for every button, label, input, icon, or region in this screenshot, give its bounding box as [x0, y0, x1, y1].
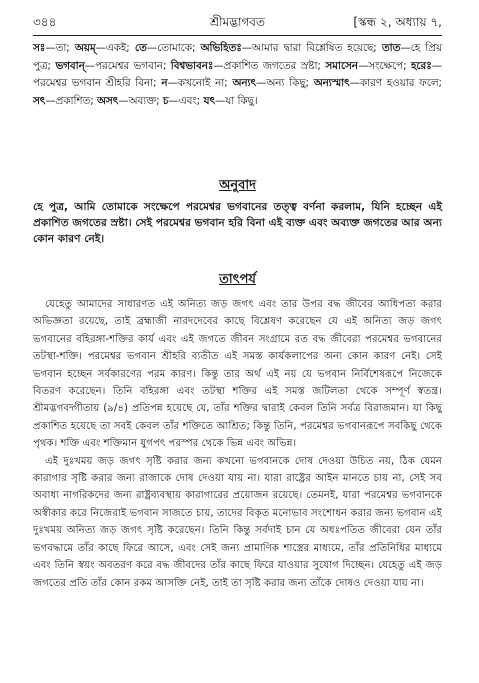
synonym-meaning: একই; — [105, 42, 130, 54]
synonym-meaning: অন্য কিছু; — [266, 77, 309, 89]
synonym-word: ভগবান্ — [55, 59, 85, 72]
synonym-word: অসৎ — [97, 94, 119, 107]
page-number: ৩৪৪ — [33, 15, 57, 29]
synonym-word: সৎ — [33, 94, 46, 107]
header-rule — [33, 35, 442, 36]
synonym-meaning: কখনোই না; — [177, 77, 228, 89]
purport-paragraph: যেহেতু আমাদের সাধারণত এই অনিত্য জড় জগৎ এবং তার উপর বদ্ধ জীবের আধিপত্য করার অভিজ্ঞতা রয়েছে, তাই ব্রহ্মাজী নারদদেবের কাছে বিশ্লেষণ করেছেন যে এই অনিত্য জড় জগৎ ভগবানের বহিরঙ্গা-শক্তির কার্য এবং এই জগতে জীবন সংগ্রামে রত বদ্ধ জীবেরা পরমেশ্বর ভগবানের তটস্থা-শক্তি। পরমেশ্বর ভগবান শ্রীহরি ব্যতীত এই সমস্ত কার্যকলাপের অন্য কোন কারণ নেই। সেই ভগবান হচ্ছেন সর্বকারণের পরম কারণ। কিন্তু তার অর্থ এই নয় যে ভগবান নির্বিশেষরূপে নিজেকে বিতরণ করেছেন। তিনি বহিরঙ্গা এবং তটস্থা শক্তির এই সমস্ত জটিলতা থেকে সম্পূর্ণ স্বতন্ত্র। শ্রীমদ্ভগবদ্গীতায় (৯/৪) প্রতিপন্ন হয়েছে যে, তাঁর শক্তির দ্বারাই কেবল তিনি সর্বত্র বিরাজমান। যা কিছু প্রকাশিত হয়েছে তা সবই কেবল তাঁর শক্তিতে আশ্রিত; কিন্তু তিনি, পরমেশ্বর ভগবানরূপে সবকিছু থেকে পৃথক। শক্তি এবং শক্তিমান যুগপৎ পরস্পর থেকে ভিন্ন এবং অভিন্ন। — [33, 299, 442, 450]
synonym-word: যৎ — [203, 94, 215, 107]
purport-block — [33, 296, 442, 592]
synonym-word: ন — [161, 77, 168, 89]
synonym-meaning: অব্যক্ত; — [128, 94, 160, 107]
synonyms-block: সঃ—তা; অয়ম্—একই; তে—তোমাকে; অভিহিতঃ—আমার দ্বারা বিশ্লেষিত হয়েছে; তাত—হে প্রিয় পুত্র; ভগবান্—পরমেশ্বর ভগবান; বিশ্বভাবনঃ—প্রকাশিত জগতের স্রষ্টা; সমাসেন—সংক্ষেপে; হরেঃ—পরমেশ্বর ভগবান শ্রীহরি বিনা; ন—কখনোই না; অন্যৎ—অন্য কিছু; অন্যস্মাৎ—কারণ হওয়ার ফলে; সৎ—প্রকাশিত; অসৎ—অব্যক্ত; চ—এবং; যৎ—যা কিছু। — [33, 42, 443, 107]
synonym-word: বিশ্বভাবনঃ — [170, 59, 214, 72]
synonym-word: চ — [162, 94, 169, 107]
book-title: শ্রীমদ্ভাগবত — [209, 15, 265, 29]
synonym-meaning: পরমেশ্বর ভগবান; — [95, 59, 167, 72]
synonym-word: অয়ম্ — [74, 42, 96, 54]
synonym-word: তে — [134, 42, 147, 54]
purport-heading: তাৎপর্য — [219, 272, 256, 287]
synonym-meaning: আমার দ্বারা বিশ্লেষিত হয়েছে; — [252, 42, 377, 54]
synonym-meaning: প্রকাশিত জগতের স্রষ্টা; — [223, 59, 321, 72]
synonym-meaning: সংক্ষেপে; — [368, 59, 407, 72]
synonym-meaning: হে প্রিয় পুত্র; — [33, 42, 443, 72]
translation-heading: অনুবাদ — [219, 178, 256, 193]
chapter-location: [স্কন্ধ ২, অধ্যায় ৭, — [353, 15, 442, 29]
synonym-word: তাত — [381, 42, 401, 54]
synonym-word: সমাসেন — [325, 59, 358, 72]
synonym-word: অন্যৎ — [232, 77, 257, 89]
synonym-meaning: তা; — [55, 42, 70, 54]
page-header — [33, 14, 442, 34]
synonym-meaning: তোমাকে; — [157, 42, 196, 54]
synonym-meaning: পরমেশ্বর ভগবান শ্রীহরি বিনা; — [33, 77, 157, 89]
synonym-meaning: কারণ হওয়ার ফলে; — [359, 77, 442, 89]
translation-text: হে পুত্র, আমি তোমাকে সংক্ষেপে পরমেশ্বর ভগবানের তত্ত্ব বর্ণনা করলাম, যিনি হচ্ছেন এই প্রকাশিত জগতের স্রষ্টা। সেই পরমেশ্বর ভগবান হরি বিনা এই ব্যক্ত এবং অব্যক্ত জগতের আর অন্য কোন কারণ নেই। — [33, 201, 442, 245]
purport-paragraph: এই দুঃখময় জড় জগৎ সৃষ্টি করার জন্য কখনো ভগবানকে দোষ দেওয়া উচিত নয়, ঠিক যেমন কারাগার সৃষ্টি করার জন্য রাজাকে দোষ দেওয়া যায় না। যারা রাষ্ট্রের আইন মানতে চায় না, সেই সব অবাধ্য নাগরিকদের জন্য রাষ্ট্রব্যবস্থায় কারাগারের প্রয়োজন রয়েছে। তেমনই, যারা পরমেশ্বর ভগবানকে অস্বীকার করে নিজেরাই ভগবান সাজতে চায়, তাদের বিকৃত মনোভাব সংশোধন করার জন্য ভগবান এই দুঃখময় অনিত্য জড় জগৎ সৃষ্টি করেছেন। তিনি কিন্তু সর্বদাই চান যে অধঃপতিত জীবেরা যেন তাঁর ভগবদ্ধামে তাঁর কাছে ফিরে আসে, এবং সেই জন্য প্রামাণিক শাস্ত্রের মাধ্যমে, তাঁর প্রতিনিধির মাধ্যমে এবং তিনি স্বয়ং অবতরণ করে বদ্ধ জীবদের তাঁর কাছে ফিরে যাওয়ার সুযোগ দিচ্ছেন। যেহেতু এই জড় জগতের প্রতি তাঁর কোন রকম আসক্তি নেই, তাই তা সৃষ্টি করার জন্য তাঁকে দোষও দেওয়া যায় না। — [33, 455, 442, 589]
synonym-meaning: এবং; — [178, 94, 201, 107]
synonym-meaning: যা কিছু। — [225, 94, 258, 107]
synonym-word: অন্যস্মাৎ — [313, 77, 350, 89]
synonym-word: সঃ — [33, 42, 46, 54]
synonym-word: অভিহিতঃ — [200, 42, 242, 54]
synonym-meaning: প্রকাশিত; — [55, 94, 94, 107]
synonym-word: হরেঃ — [410, 59, 432, 72]
